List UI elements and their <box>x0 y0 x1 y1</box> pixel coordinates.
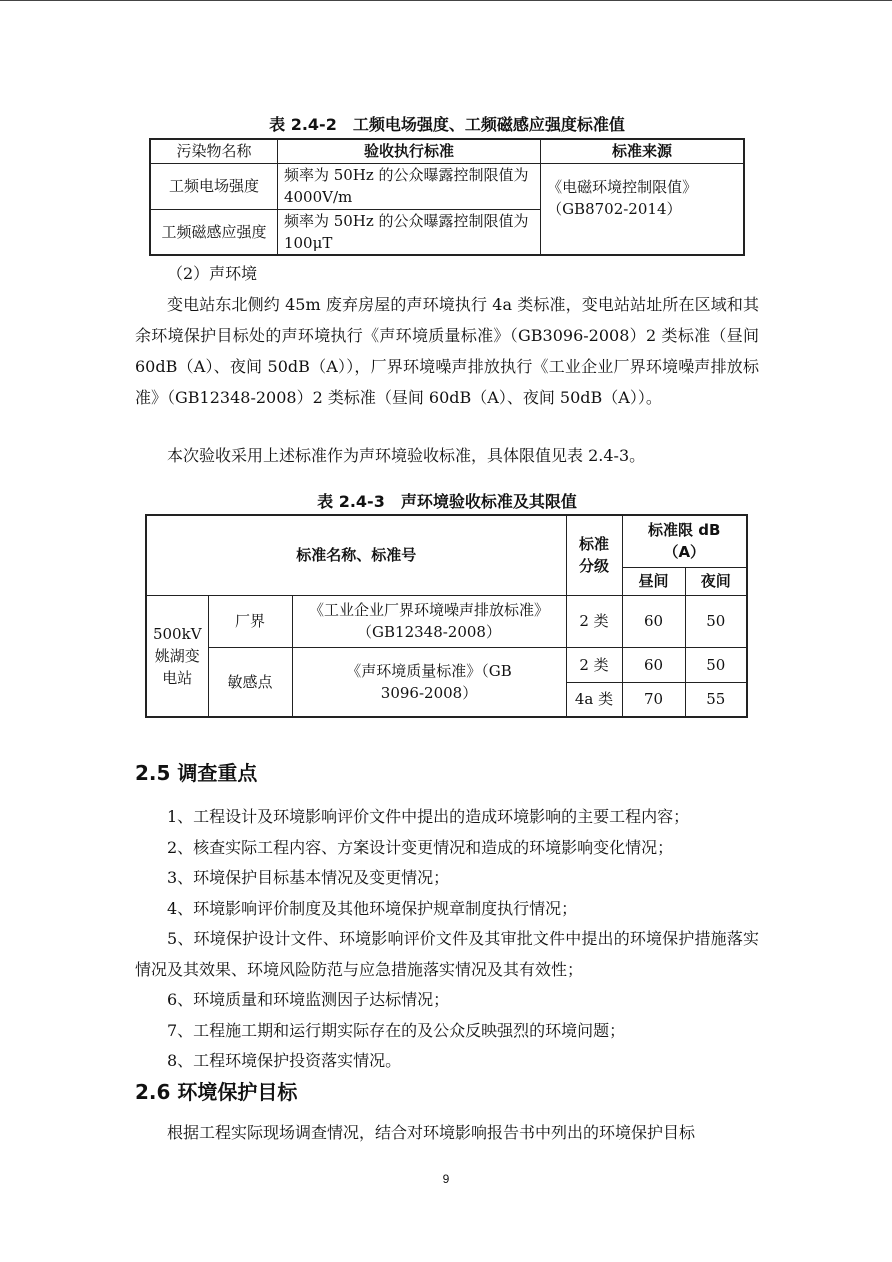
standard-text: 频率为 50Hz 的公众曝露控制限值为 4000V/m <box>277 163 540 209</box>
station-name: 500kV 姚湖变电站 <box>146 595 208 717</box>
pollutant-name: 工频电场强度 <box>150 163 277 209</box>
col-header-grade: 标准分级 <box>566 515 622 595</box>
night-value: 50 <box>685 647 747 682</box>
list-item: 3、环境保护目标基本情况及变更情况； <box>167 868 450 887</box>
category-cell: 敏感点 <box>208 647 292 717</box>
list-item: 8、工程环境保护投资落实情况。 <box>167 1051 402 1070</box>
col-header-day: 昼间 <box>622 567 685 595</box>
col-header-limit: 标准限 dB（A） <box>622 515 747 567</box>
standard-text: 频率为 50Hz 的公众曝露控制限值为 100μT <box>277 209 540 255</box>
noise-paragraph: 变电站东北侧约 45m 废弃房屋的声环境执行 4a 类标准，变电站站址所在区域和其余环境保护目标处的声环境执行《声环境质量标准》（GB3096-2008）2 类标准（昼间 60dB（A）、夜间 50dB（A）），厂界环境噪声排放执行《工业企业厂界环境噪声排放标准》（GB12348-2008）2 类标准（昼间 60dB（A）、夜间 50dB（A））。 <box>135 295 759 407</box>
pollutant-name: 工频磁感应强度 <box>150 209 277 255</box>
table-row <box>146 647 747 682</box>
list-item: 6、环境质量和环境监测因子达标情况； <box>167 990 450 1009</box>
night-value: 50 <box>685 595 747 647</box>
table2-caption: 表 2.4-3 声环境验收标准及其限值 <box>317 492 577 511</box>
night-value: 55 <box>685 682 747 717</box>
list-item: 4、环境影响评价制度及其他环境保护规章制度执行情况； <box>167 898 578 918</box>
day-value: 60 <box>622 595 685 647</box>
subsection-title: （2）声环境 <box>167 264 258 283</box>
list-item: 1、工程设计及环境影响评价文件中提出的造成环境影响的主要工程内容； <box>167 807 690 826</box>
grade-cell: 2 类 <box>566 595 622 647</box>
standard-name-cell: 《声环境质量标准》（GB 3096-2008） <box>292 647 566 717</box>
list-item: 7、工程施工期和运行期实际存在的及公众反映强烈的环境问题； <box>167 1020 626 1040</box>
day-value: 60 <box>622 647 685 682</box>
protection-target-paragraph: 根据工程实际现场调查情况，结合对环境影响报告书中列出的环境保护目标 <box>167 1123 696 1142</box>
section-2-6-heading: 2.6 环境保护目标 <box>135 1080 298 1104</box>
section-2-5-heading: 2.5 调查重点 <box>135 761 258 785</box>
standard-source: 《电磁环境控制限值》（GB8702-2014） <box>541 163 744 255</box>
survey-focus-list <box>135 802 759 1077</box>
standard-name-cell: 《工业企业厂界环境噪声排放标准》（GB12348-2008） <box>292 595 566 647</box>
table-row <box>150 163 744 209</box>
grade-cell: 2 类 <box>566 647 622 682</box>
noise-standard-table <box>145 514 748 718</box>
table1-caption: 表 2.4-2 工频电场强度、工频磁感应强度标准值 <box>269 115 625 134</box>
day-value: 70 <box>622 682 685 717</box>
page-number: 9 <box>442 1172 450 1186</box>
list-item: 5、环境保护设计文件、环境影响评价文件及其审批文件中提出的环境保护措施落实情况及其效果、环境风险防范与应急措施落实情况及其有效性； <box>135 929 759 979</box>
list-item: 2、核查实际工程内容、方案设计变更情况和造成的环境影响变化情况； <box>167 837 674 857</box>
col-header-standard: 验收执行标准 <box>277 139 540 163</box>
col-header-night: 夜间 <box>685 567 747 595</box>
noise-paragraph-2: 本次验收采用上述标准作为声环境验收标准，具体限值见表 2.4-3。 <box>167 446 646 465</box>
field-strength-standard-table <box>149 138 745 256</box>
category-cell: 厂界 <box>208 595 292 647</box>
table-row <box>146 595 747 647</box>
col-header-name: 标准名称、标准号 <box>146 515 566 595</box>
grade-cell: 4a 类 <box>566 682 622 717</box>
col-header-pollutant: 污染物名称 <box>150 139 277 163</box>
top-rule <box>0 0 892 1</box>
col-header-source: 标准来源 <box>541 139 744 163</box>
